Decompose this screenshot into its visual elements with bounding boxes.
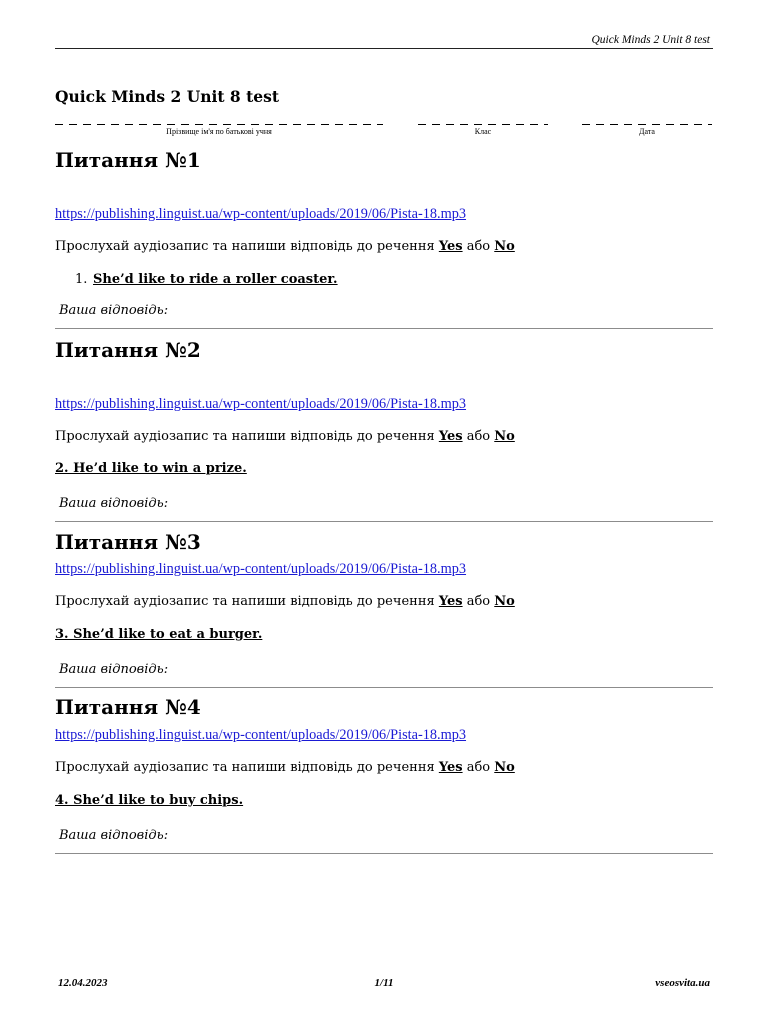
student-name-field [55,124,383,125]
footer-date: 12.04.2023 [58,977,108,989]
footer-site: vseosvita.ua [655,977,710,989]
audio-link[interactable]: https://publishing.linguist.ua/wp-content/uploads/2019/06/Pista-18.mp3 [55,206,467,222]
question-statement: 4. She’d like to buy chips. [55,793,244,808]
question-heading: Питання №2 [55,338,201,362]
instruction-connector: або [462,594,495,609]
instruction-no: No [494,239,515,254]
answer-label: Ваша відповідь: [59,662,169,677]
audio-link[interactable]: https://publishing.linguist.ua/wp-content/uploads/2019/06/Pista-18.mp3 [55,727,467,743]
question-divider [55,853,713,854]
answer-label: Ваша відповідь: [59,496,169,511]
audio-link[interactable]: https://publishing.linguist.ua/wp-content/uploads/2019/06/Pista-18.mp3 [55,561,467,577]
answer-label: Ваша відповідь: [59,303,169,318]
instruction-no: No [494,594,515,609]
instruction-prefix: Прослухай аудіозапис та напиши відповідь до речення [55,239,439,254]
instruction-yes: Yes [438,429,463,444]
student-name-label: Прізвище ім'я по батькові учня [166,127,272,136]
instruction-text [55,427,515,447]
header-rule [55,48,713,49]
instruction-text [55,592,515,612]
question-divider [55,687,713,688]
audio-link[interactable]: https://publishing.linguist.ua/wp-content/uploads/2019/06/Pista-18.mp3 [55,396,467,412]
question-divider [55,328,713,329]
instruction-no: No [494,760,515,775]
date-field [582,124,712,125]
running-header-title: Quick Minds 2 Unit 8 test [591,34,710,46]
instruction-no: No [494,429,515,444]
instruction-text [55,237,515,257]
class-field [418,124,548,125]
instruction-prefix: Прослухай аудіозапис та напиши відповідь до речення [55,594,439,609]
instruction-yes: Yes [438,760,463,775]
question-heading: Питання №1 [55,148,201,172]
question-statement: 3. She’d like to eat a burger. [55,627,263,642]
question-heading: Питання №4 [55,695,201,719]
footer-page-number: 1/11 [374,977,394,989]
instruction-yes: Yes [438,239,463,254]
instruction-text [55,758,515,778]
question-number: 1. [75,272,88,287]
answer-label: Ваша відповідь: [59,828,169,843]
question-heading: Питання №3 [55,530,201,554]
instruction-connector: або [462,239,495,254]
question-statement: She’d like to ride a roller coaster. [93,272,338,287]
class-label: Клас [474,127,492,136]
instruction-prefix: Прослухай аудіозапис та напиши відповідь до речення [55,429,439,444]
date-label: Дата [639,127,655,136]
instruction-connector: або [462,429,495,444]
question-statement: 2. He’d like to win a prize. [55,461,247,476]
instruction-connector: або [462,760,495,775]
question-divider [55,521,713,522]
instruction-yes: Yes [438,594,463,609]
document-title: Quick Minds 2 Unit 8 test [55,87,280,106]
instruction-prefix: Прослухай аудіозапис та напиши відповідь до речення [55,760,439,775]
